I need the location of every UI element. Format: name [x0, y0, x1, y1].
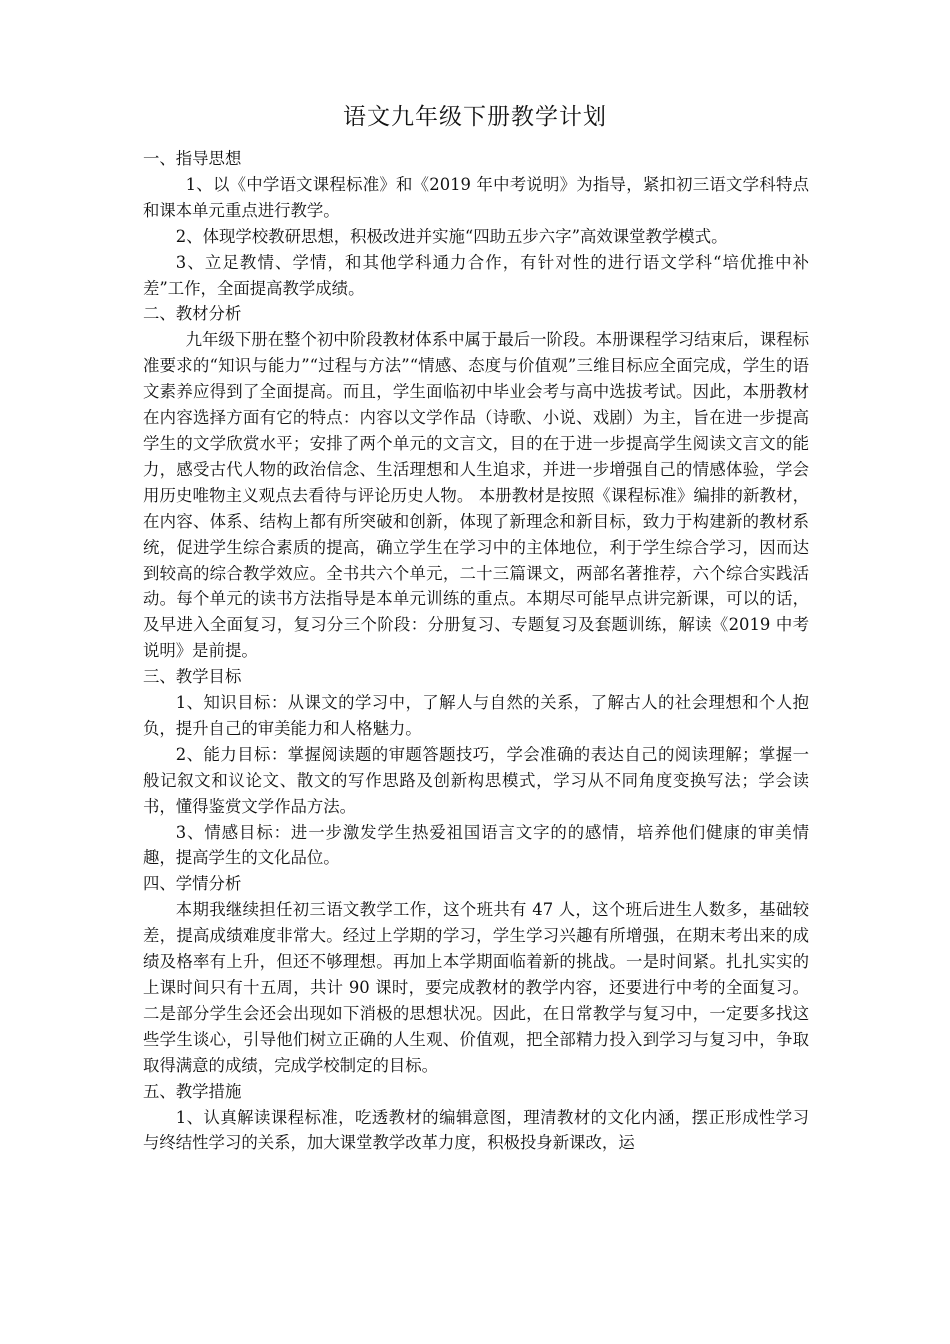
paragraph: 2、体现学校教研思想，积极改进并实施“四助五步六字”高效课堂教学模式。 — [175, 226, 728, 246]
document-title: 语文九年级下册教学计划 — [343, 104, 607, 130]
section-heading-teaching-goals: 三、教学目标 — [143, 667, 242, 687]
paragraph: 3、立足教情、学情，和其他学科通力合作，有针对性的进行语文学科“培优推中补差”工作，全面提高教学成绩。 — [143, 252, 809, 298]
section-heading-textbook-analysis: 二、教材分析 — [143, 304, 242, 324]
section-heading-student-analysis: 四、学情分析 — [143, 874, 242, 894]
paragraph: 本期我继续担任初三语文教学工作，这个班共有 47 人，这个班后进生人数多，基础较差，提高成绩难度非常大。经过上学期的学习，学生学习兴趣有所增强，在期末考出来的成绩及格率有上升，但还不够理想。再加上本学期面临着新的挑战。一是时间紧。扎扎实实的上课时间只有十五周，共计 90 课时，要完成教材的教学内容，还要进行中考的全面复习。二是部分学生会还会出现如下消极的思想状况。因此，在日常教学与复习中，一定要多找这些学生谈心，引导他们树立正确的人生观、价值观，把全部精力投入到学习与复习中，争取取得满意的成绩，完成学校制定的目标。 — [143, 900, 809, 1075]
paragraph: 3、情感目标：进一步激发学生热爱祖国语言文字的的感情，培养他们健康的审美情趣，提高学生的文化品位。 — [143, 822, 809, 868]
document-body — [143, 146, 809, 1156]
paragraph: 2、能力目标：掌握阅读题的审题答题技巧，学会准确的表达自己的阅读理解；掌握一般记叙文和议论文、散文的写作思路及创新构思模式，学习从不同角度变换写法；学会读书，懂得鉴赏文学作品方法。 — [143, 744, 809, 816]
section-heading-guiding-thought: 一、指导思想 — [143, 149, 242, 168]
paragraph: 九年级下册在整个初中阶段教材体系中属于最后一阶段。本册课程学习结束后，课程标准要求的“知识与能力”“过程与方法”“情感、态度与价值观”三维目标应全面完成，学生的语文素养应得到了全面提高。而且，学生面临初中毕业会考与高中选拔考试。因此，本册教材在内容选择方面有它的特点：内容以文学作品（诗歌、小说、戏剧）为主，旨在进一步提高学生的文学欣赏水平；安排了两个单元的文言文，目的在于进一步提高学生阅读文言文的能力，感受古代人物的政治信念、生活理想和人生追求，并进一步增强自己的情感体验，学会用历史唯物主义观点去看待与评论历史人物。 本册教材是按照《课程标准》编排的新教材，在内容、体系、结构上都有所突破和创新，体现了新理念和新目标，致力于构建新的教材系统，促进学生综合素质的提高，确立学生在学习中的主体地位，利于学生综合学习，因而达到较高的综合教学效应。全书共六个单元，二十三篇课文，两部名著推荐，六个综合实践活动。每个单元的读书方法指导是本单元训练的重点。本期尽可能早点讲完新课，可以的话，及早进入全面复习，复习分三个阶段：分册复习、专题复习及套题训练，解读《2019 中考说明》是前提。 — [143, 330, 809, 661]
section-heading-teaching-measures: 五、教学措施 — [143, 1081, 242, 1101]
paragraph: 1、认真解读课程标准，吃透教材的编辑意图，理清教材的文化内涵，摆正形成性学习与终结性学习的关系，加大课堂教学改革力度，积极投身新课改，运 — [143, 1107, 809, 1153]
paragraph: 1、以《中学语文课程标准》和《2019 年中考说明》为指导，紧扣初三语文学科特点和课本单元重点进行教学。 — [143, 174, 809, 220]
paragraph: 1、知识目标：从课文的学习中，了解人与自然的关系，了解古人的社会理想和个人抱负，提升自己的审美能力和人格魅力。 — [143, 693, 809, 738]
